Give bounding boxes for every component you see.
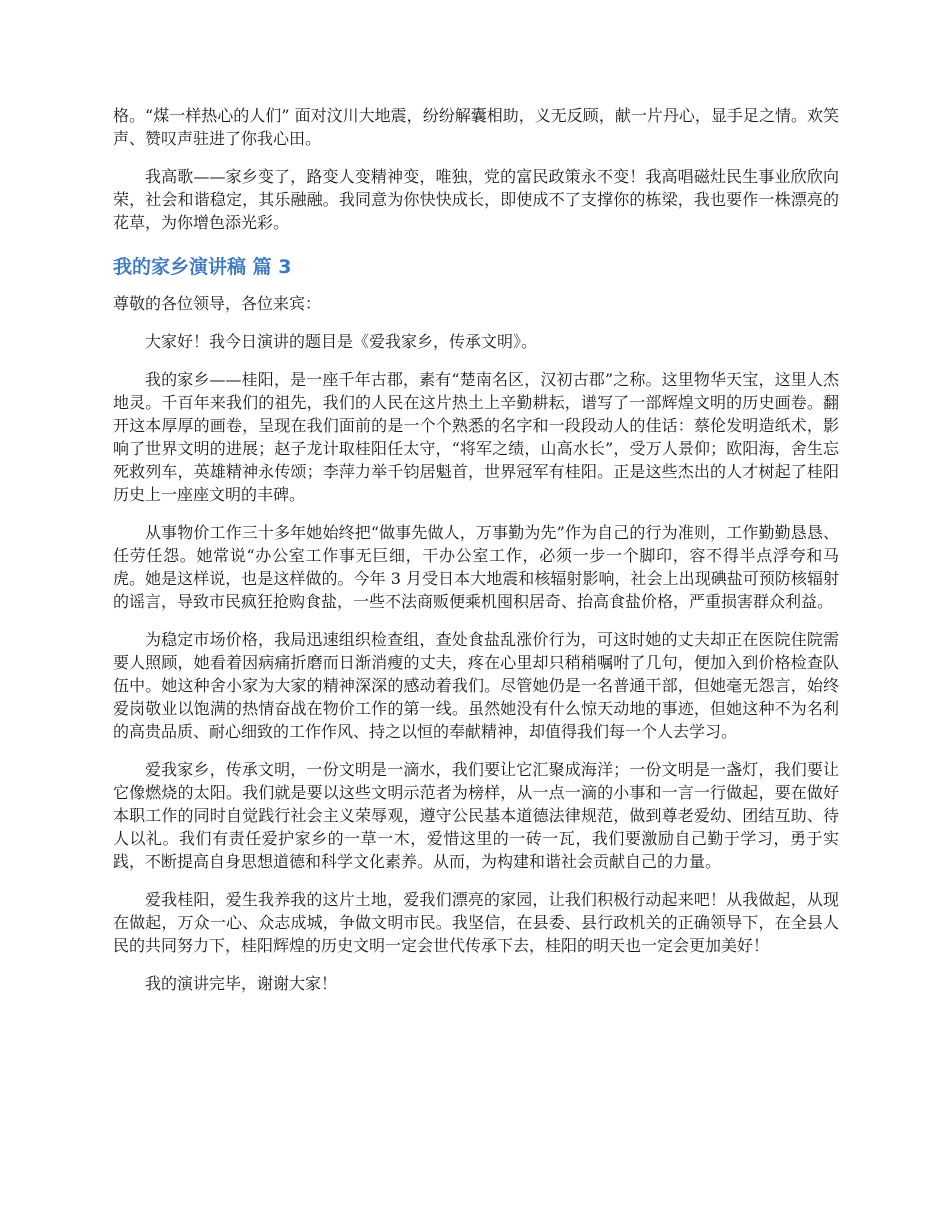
document-page: [113, 104, 839, 1010]
paragraph: 爱我桂阳，爱生我养我的这片土地，爱我们漂亮的家园，让我们积极行动起来吧！从我做起，从现在做起，万众一心、众志成城，争做文明市民。我坚信，在县委、县行政机关的正确领导下，在全县人民的共同努力下，桂阳辉煌的历史文明一定会世代传承下去，桂阳的明天也一定会更加美好！: [113, 890, 839, 955]
salutation: 尊敬的各位领导，各位来宾：: [113, 294, 322, 313]
paragraph: 我高歌——家乡变了，路变人变精神变，唯独，党的富民政策永不变！我高唱磁灶民生事业欣欣向荣，社会和谐稳定，其乐融融。我同意为你快快成长，即使成不了支撑你的栋梁，我也要作一株漂亮的花草，为你增色添光彩。: [113, 167, 839, 232]
paragraph: 我的家乡——桂阳，是一座千年古郡，素有“楚南名区，汉初古郡”之称。这里物华天宝，这里人杰地灵。千百年来我们的祖先，我们的人民在这片热土上辛勤耕耘，谱写了一部辉煌文明的历史画卷。翻开这本厚厚的画卷，呈现在我们面前的是一个个熟悉的名字和一段段动人的佳话：蔡伦发明造纸术，影响了世界文明的进展；赵子龙计取桂阳任太守，“将军之绩，山高水长”，受万人景仰；欧阳海，舍生忘死救列车，英雄精神永传颂；李萍力举千钧居魁首，世界冠军有桂阳。正是这些杰出的人才树起了桂阳历史上一座座文明的丰碑。: [113, 370, 839, 504]
paragraph: 爱我家乡，传承文明，一份文明是一滴水，我们要让它汇聚成海洋；一份文明是一盏灯，我们要让它像燃烧的太阳。我们就是要以这些文明示范者为榜样，从一点一滴的小事和一言一行做起，要在做好本职工作的同时自觉践行社会主义荣辱观，遵守公民基本道德法律规范，做到尊老爱幼、团结互助、待人以礼。我们有责任爱护家乡的一草一木，爱惜这里的一砖一瓦，我们要激励自己勤于学习，勇于实践，不断提高自身思想道德和科学文化素养。从而，为构建和谐社会贡献自己的力量。: [113, 760, 839, 871]
paragraph: 格。“煤一样热心的人们” 面对汶川大地震，纷纷解囊相助，义无反顾，献一片丹心，显手足之情。欢笑声、赞叹声驻进了你我心田。: [113, 106, 839, 148]
paragraph: 为稳定市场价格，我局迅速组织检查组，查处食盐乱涨价行为，可这时她的丈夫却正在医院住院需要人照顾，她看着因病痛折磨而日渐消瘦的丈夫，疼在心里却只稍稍嘱咐了几句，便加入到价格检查队伍中。她这种舍小家为大家的精神深深的感动着我们。尽管她仍是一名普通干部，但她毫无怨言，始终爱岗敬业以饱满的热情奋战在物价工作的第一线。虽然她没有什么惊天动地的事迹，但她这种不为名利的高贵品质、耐心细致的工作作风、持之以恒的奉献精神，却值得我们每一个人去学习。: [113, 630, 839, 741]
closing-line: 我的演讲完毕，谢谢大家！: [145, 974, 338, 993]
paragraph: 大家好！我今日演讲的题目是《爱我家乡，传承文明》。: [145, 332, 538, 351]
paragraph: 从事物价工作三十多年她始终把“做事先做人，万事勤为先”作为自己的行为准则，工作勤勤恳恳、任劳任怨。她常说“办公室工作事无巨细，干办公室工作，必须一步一个脚印，容不得半点浮夸和马虎。她是这样说，也是这样做的。今年 3 月受日本大地震和核辐射影响，社会上出现碘盐可预防核辐射的谣言，导致市民疯狂抢购食盐，一些不法商贩便乘机囤积居奇、抬高食盐价格，严重损害群众利益。: [113, 523, 839, 611]
section-heading: 我的家乡演讲稿 篇 3: [113, 256, 292, 278]
